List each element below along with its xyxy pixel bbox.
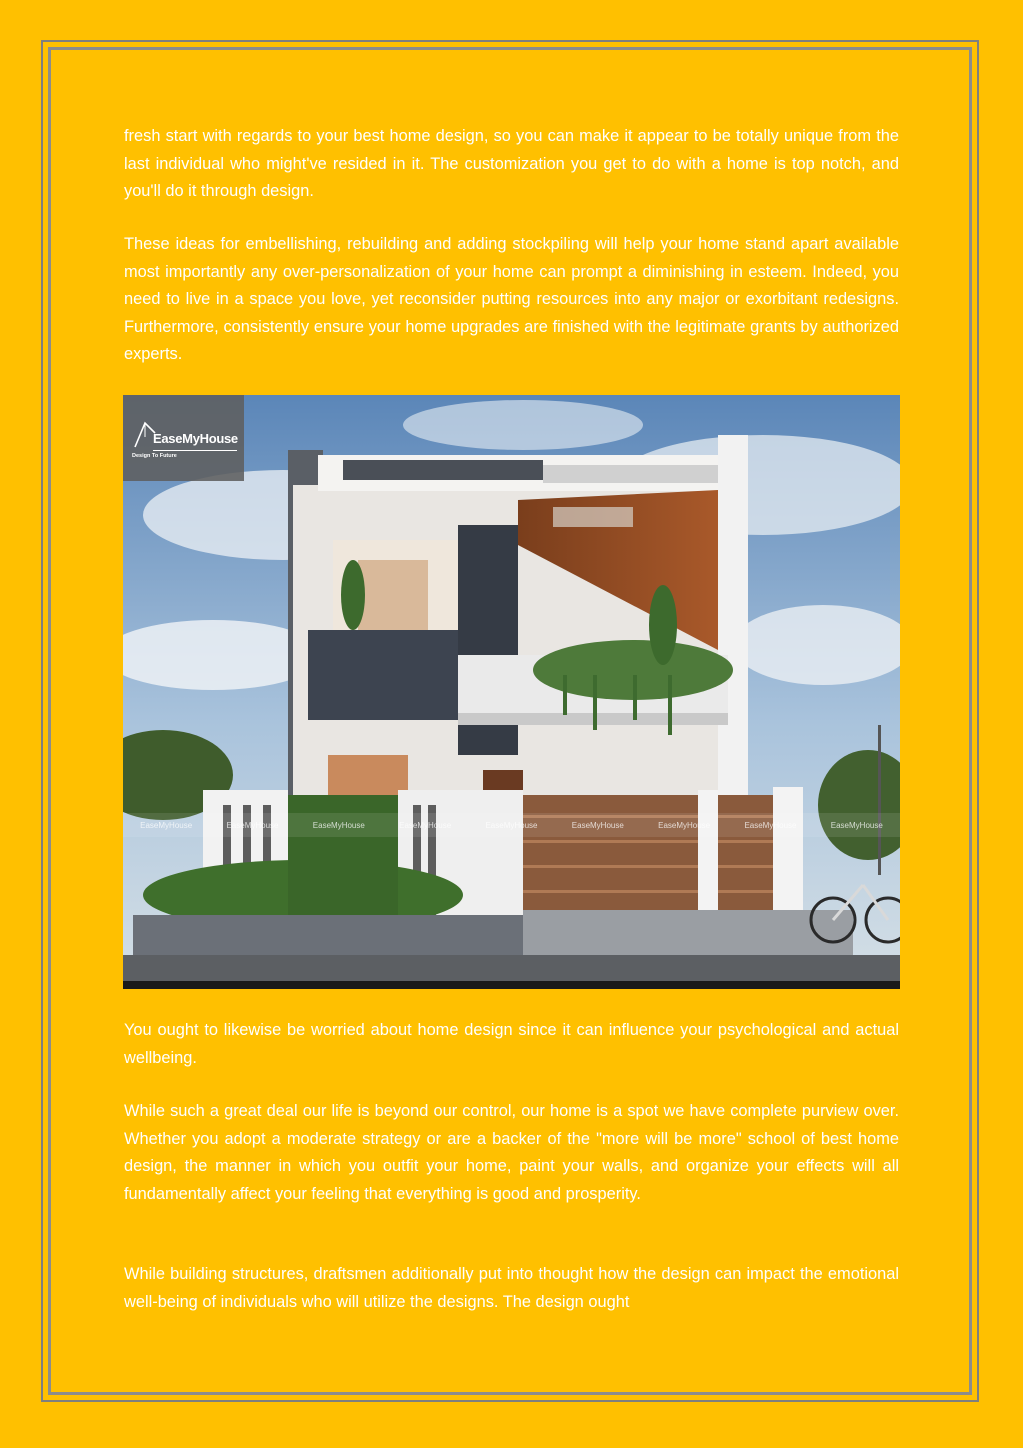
logo-tagline: Design To Future: [132, 453, 177, 459]
paragraph-intro-continued: fresh start with regards to your best home design, so you can make it appear to be totally unique from the last individual who might've resided in it. The customization you get to do with a home is top notch, and you'll do it through design.: [124, 127, 899, 200]
logo-divider: [153, 450, 237, 451]
house-photo: [123, 395, 900, 989]
watermark: EaseMyHouse: [830, 820, 883, 830]
watermark: EaseMyHouse: [226, 820, 279, 830]
easemyhouse-logo: [123, 395, 244, 481]
watermark: EaseMyHouse: [399, 820, 452, 830]
paragraph-wellbeing: You ought to likewise be worried about home design since it can influence your psychological and actual wellbeing.: [124, 1021, 899, 1067]
house-illustration: [123, 395, 900, 989]
watermark: EaseMyHouse: [140, 820, 193, 830]
watermark: EaseMyHouse: [658, 820, 711, 830]
paragraph-ideas: These ideas for embellishing, rebuilding and adding stockpiling will help your home stand apart available most importantly any over-personalization of your home can prompt a diminishing in esteem. Indeed, you need to live in a space you love, yet reconsider putting resources into any major or exorbitant redesigns. Furthermore, consistently ensure your home upgrades are finished with the legitimate grants by authorized experts.: [124, 235, 899, 363]
watermark: EaseMyHouse: [312, 820, 365, 830]
watermark-strip: [123, 813, 900, 837]
logo-name: EaseMyHouse: [153, 431, 238, 446]
paragraph-draftsmen: While building structures, draftsmen additionally put into thought how the design can impact the emotional well-being of individuals who will utilize the designs. The design ought: [124, 1265, 899, 1311]
watermark: EaseMyHouse: [744, 820, 797, 830]
paragraph-control: While such a great deal our life is beyond our control, our home is a spot we have complete purview over. Whether you adopt a moderate strategy or are a backer of the "more will be more" school of best home design, the manner in which you outfit your home, paint your walls, and organize your effects will all fundamentally affect your feeling that everything is good and prosperity.: [124, 1102, 899, 1203]
watermark: EaseMyHouse: [485, 820, 538, 830]
watermark: EaseMyHouse: [571, 820, 624, 830]
